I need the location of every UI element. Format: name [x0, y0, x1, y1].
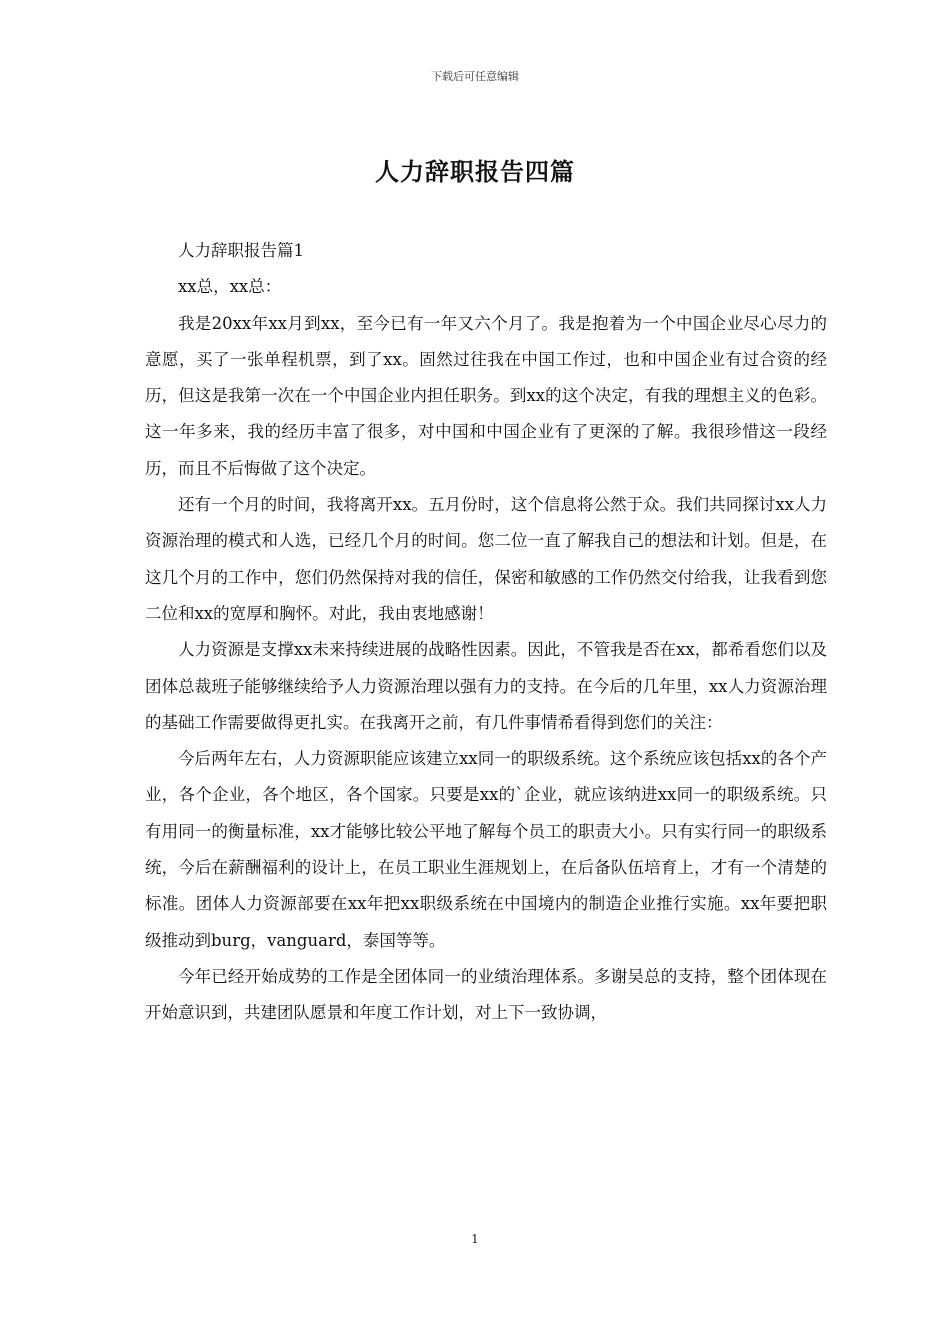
document-title: 人力辞职报告四篇 — [375, 157, 575, 186]
body-paragraph: 还有一个月的时间，我将离开xx。五月份时，这个信息将公然于众。我们共同探讨xx人力资源治理的模式和人选，已经几个月的时间。您二位一直了解我自己的想法和计划。但是，在这几个月的工作中，您们仍然保持对我的信任，保密和敏感的工作仍然交付给我，让我看到您二位和xx的宽厚和胸怀。对此，我由衷地感谢！ — [145, 495, 827, 623]
header-note: 下载后可任意编辑 — [431, 70, 519, 83]
body-paragraph: 今后两年左右，人力资源职能应该建立xx同一的职级系统。这个系统应该包括xx的各个产业，各个企业，各个地区，各个国家。只要是xx的`企业，就应该纳进xx同一的职级系统。只有用同一的衡量标准，xx才能够比较公平地了解每个员工的职责大小。只有实行同一的职级系统，今后在薪酬福利的设计上，在员工职业生涯规划上，在后备队伍培育上，才有一个清楚的标准。团体人力资源部要在xx年把xx职级系统在中国境内的制造企业推行实施。xx年要把职级推动到burg，vanguard，泰国等等。 — [145, 749, 827, 950]
body-paragraph: 人力资源是支撑xx未来持续进展的战略性因素。因此，不管我是否在xx，都希看您们以及团体总裁班子能够继续给予人力资源治理以强有力的支持。在今后的几年里，xx人力资源治理的基础工作需要做得更扎实。在我离开之前，有几件事情希看得到您们的关注： — [145, 640, 827, 732]
salutation: xx总，xx总： — [178, 277, 282, 297]
document-body — [145, 233, 827, 1032]
page-number: 1 — [471, 1232, 479, 1246]
body-paragraph: 今年已经开始成势的工作是全团体同一的业绩治理体系。多谢吴总的支持，整个团体现在开始意识到，共建团队愿景和年度工作计划，对上下一致协调， — [145, 966, 827, 1023]
section-heading: 人力辞职报告篇1 — [178, 241, 304, 260]
body-paragraph: 我是20xx年xx月到xx，至今已有一年又六个月了。我是抱着为一个中国企业尽心尽力的意愿，买了一张单程机票，到了xx。固然过往我在中国工作过，也和中国企业有过合资的经历，但这是我第一次在一个中国企业内担任职务。到xx的这个决定，有我的理想主义的色彩。这一年多来，我的经历丰富了很多，对中国和中国企业有了更深的了解。我很珍惜这一段经历，而且不后悔做了这个决定。 — [145, 313, 827, 478]
